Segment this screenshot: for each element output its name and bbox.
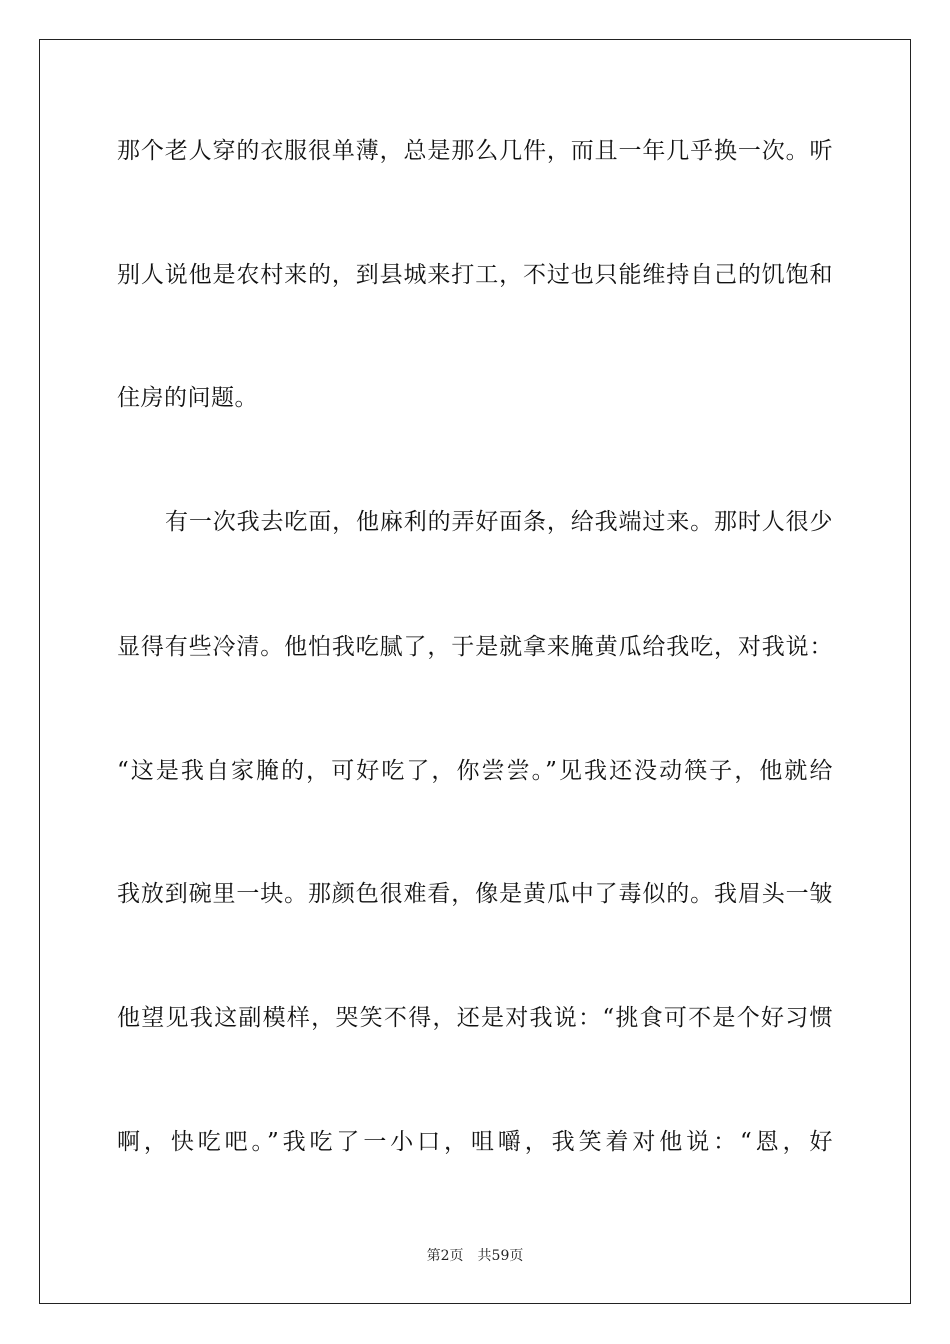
page-footer [0,1247,950,1265]
body-text-line-9: 啊，快吃吧。”我吃了一小口，咀嚼，我笑着对他说：“恩，好 [117,1129,833,1155]
page-border [39,39,911,1304]
body-text-line-4: 有一次我去吃面，他麻利的弄好面条，给我端过来。那时人很少 [165,509,833,535]
body-text-line-7: 我放到碗里一块。那颜色很难看，像是黄瓜中了毒似的。我眉头一皱 [117,881,833,907]
page-total: 共59页 [477,1248,524,1264]
body-text-line-6: “这是我自家腌的，可好吃了，你尝尝。”见我还没动筷子，他就给 [117,758,833,784]
body-text-line-3: 住房的问题。 [117,385,258,411]
body-text-line-1: 那个老人穿的衣服很单薄，总是那么几件，而且一年几乎换一次。听 [117,138,833,164]
body-text-line-8: 他望见我这副模样，哭笑不得，还是对我说：“挑食可不是个好习惯 [117,1005,833,1031]
body-text-line-2: 别人说他是农村来的，到县城来打工，不过也只能维持自己的饥饱和 [117,262,833,288]
body-text-line-5: 显得有些冷清。他怕我吃腻了，于是就拿来腌黄瓜给我吃，对我说： [117,634,833,660]
page-number: 第2页 [426,1248,464,1264]
